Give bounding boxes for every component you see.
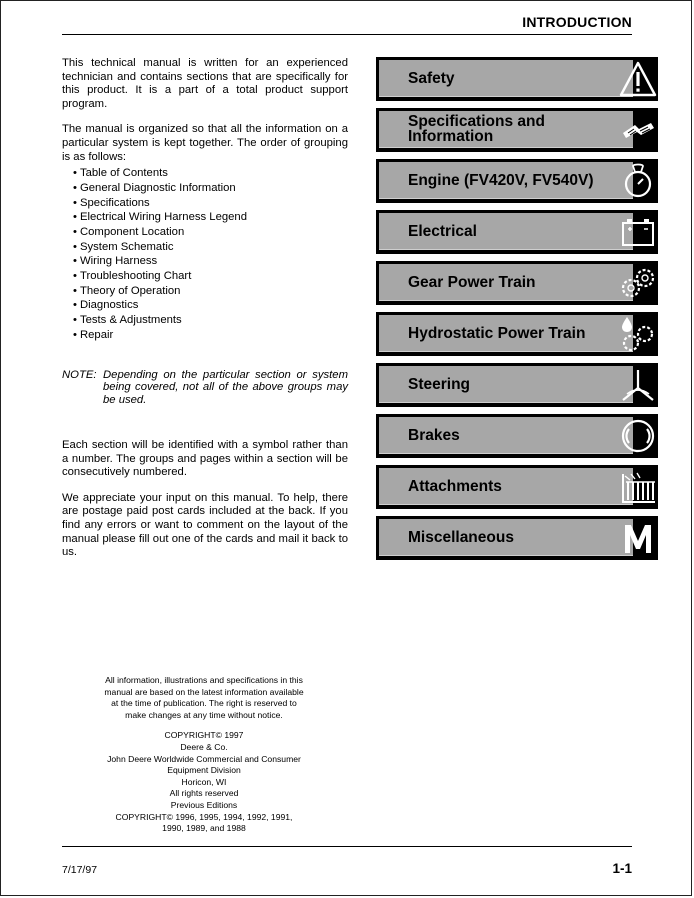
section-label: Safety [379, 60, 633, 97]
section-tab-hydrostatic-power-train[interactable] [376, 312, 658, 356]
list-item: • System Schematic [73, 240, 348, 255]
section-tab-specifications[interactable] [376, 108, 658, 152]
section-tab-electrical[interactable] [376, 210, 658, 254]
section-label: Hydrostatic Power Train [379, 315, 633, 352]
section-label: Specifications and Information [379, 111, 633, 148]
copyright-line: COPYRIGHT© 1997 [164, 730, 244, 741]
list-item: • Repair [73, 328, 348, 343]
section-tab-miscellaneous[interactable] [376, 516, 658, 560]
warning-triangle-icon [634, 57, 658, 101]
list-item: • Troubleshooting Chart [73, 269, 348, 284]
section-label: Electrical [379, 213, 633, 250]
list-item: • General Diagnostic Information [73, 181, 348, 196]
intro-paragraph-1: This technical manual is written for an experienced technician and contains sections that are specifically for this product. It is a part of a total product support program. [62, 57, 348, 110]
copyright-line: Deere & Co. [180, 741, 228, 752]
list-item: • Component Location [73, 225, 348, 240]
footer-rule [62, 846, 632, 847]
stopwatch-icon [634, 159, 658, 203]
list-item: • Electrical Wiring Harness Legend [73, 210, 348, 225]
gears-icon [634, 261, 658, 305]
brake-drum-icon [634, 414, 658, 458]
steering-icon [634, 363, 658, 407]
section-tab-safety[interactable] [376, 57, 658, 101]
section-tab-engine[interactable] [376, 159, 658, 203]
copyright-line: All rights reserved [169, 788, 239, 799]
list-item: • Table of Contents [73, 166, 348, 181]
section-label: Steering [379, 366, 633, 403]
open-book-icon [634, 108, 658, 152]
list-item: • Diagnostics [73, 298, 348, 313]
section-label: Gear Power Train [379, 264, 633, 301]
section-label: Miscellaneous [379, 519, 633, 556]
list-item: • Tests & Adjustments [73, 313, 348, 328]
intro-column [62, 57, 348, 572]
section-index [376, 57, 658, 567]
header-rule [62, 34, 632, 35]
section-tab-attachments[interactable] [376, 465, 658, 509]
oil-drop-gears-icon [634, 312, 658, 356]
intro-paragraph-2: The manual is organized so that all the information on a particular system is kept together. The order of grouping is as follows: [62, 123, 348, 163]
attachment-rake-icon [634, 465, 658, 509]
section-label: Brakes [379, 417, 633, 454]
note [62, 369, 348, 407]
copyright-line: COPYRIGHT© 1996, 1995, 1994, 1992, 1991, 1990, 1989, and 1988 [115, 811, 293, 834]
list-item: • Specifications [73, 196, 348, 211]
section-tab-gear-power-train[interactable] [376, 261, 658, 305]
note-text: Depending on the particular section or system being covered, not all of the above groups may be used. [103, 368, 348, 407]
section-label: Engine (FV420V, FV540V) [379, 162, 633, 199]
copyright-line: Previous Editions [170, 799, 238, 810]
copyright-line: Horicon, WI [181, 776, 227, 787]
legal-paragraph: All information, illustrations and specifications in this manual are based on the latest information available at the time of publication. The right is reserved to make changes at any time without notice. [104, 675, 304, 720]
intro-paragraph-3: Each section will be identified with a symbol rather than a number. The groups and pages within a section will be consecutively numbered. [62, 438, 348, 479]
section-tab-brakes[interactable] [376, 414, 658, 458]
letter-m-icon [634, 516, 658, 560]
footer-date: 7/17/97 [62, 864, 98, 876]
grouping-list [62, 166, 348, 342]
copyright-line: John Deere Worldwide Commercial and Consumer Equipment Division [107, 753, 301, 776]
page-number: 1-1 [612, 861, 632, 876]
copyright-block [104, 730, 304, 834]
intro-paragraph-4: We appreciate your input on this manual. To help, there are postage paid post cards included at the back. If you find any errors or want to comment on the layout of the manual please fill out one of the cards and mail it back to us. [62, 491, 348, 559]
list-item: • Theory of Operation [73, 284, 348, 299]
section-tab-steering[interactable] [376, 363, 658, 407]
note-label: NOTE: [62, 368, 97, 381]
battery-icon [634, 210, 658, 254]
legal-notice [104, 675, 304, 835]
section-label: Attachments [379, 468, 633, 505]
list-item: • Wiring Harness [73, 254, 348, 269]
page-title: INTRODUCTION [522, 14, 632, 30]
